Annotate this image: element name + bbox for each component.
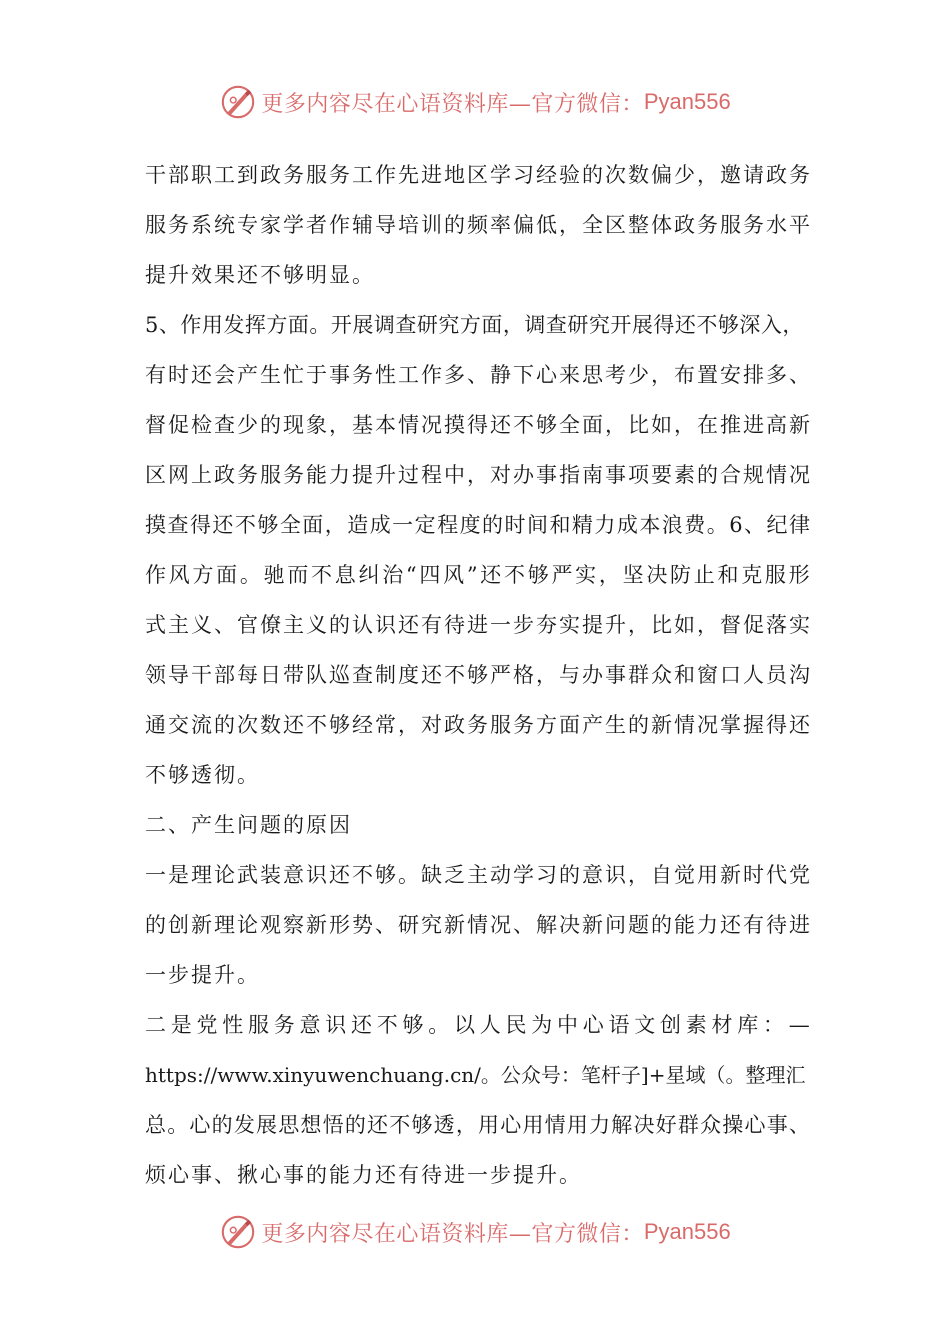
pen-logo-icon xyxy=(219,1213,257,1251)
footer-watermark-banner xyxy=(0,1208,950,1256)
document-body xyxy=(145,150,810,1200)
footer-banner-wechat-id: Pyan556 xyxy=(643,1219,731,1244)
text-line: 式 主 义 、 官 僚 主 义 的 认 识 还 有 待 进 一 步 夯 实 提 升 ， 比 如 ， 督 促 落 实 xyxy=(145,613,810,637)
text-line: 有 时 还 会 产 生 忙 于 事 务 性 工 作 多 、 静 下 心 来 思 考 少 ， 布 置 安 排 多 、 xyxy=(145,363,810,387)
text-line: 烦心事、揪心事的能力还有待进一步提升。 xyxy=(145,1163,582,1187)
text-line: 不够透彻。 xyxy=(145,763,260,787)
header-banner-wechat-id: Pyan556 xyxy=(643,89,731,114)
text-line: 区 网 上 政 务 服 务 能 力 提 升 过 程 中 ， 对 办 事 指 南 事 项 要 素 的 合 规 情 况 xyxy=(145,463,810,487)
text-line: 摸 查 得 还 不 够 全 面 ， 造 成 一 定 程 度 的 时 间 和 精 力 成 本 浪 费 。 6 、 纪 律 xyxy=(145,513,810,537)
text-line: 总 。 心 的 发 展 思 想 悟 的 还 不 够 透 ， 用 心 用 情 用 力 解 决 好 群 众 操 心 事 、 xyxy=(145,1113,810,1137)
pen-logo-icon xyxy=(219,83,257,121)
text-line: 通 交 流 的 次 数 还 不 够 经 常 ， 对 政 务 服 务 方 面 产 生 的 新 情 况 掌 握 得 还 xyxy=(145,713,810,737)
text-line: 提升效果还不够明显。 xyxy=(145,263,375,287)
text-line: 二 是 党 性 服 务 意 识 还 不 够 。 以 人 民 为 中 心 语 文 创 素 材 库 ： — xyxy=(145,1013,810,1037)
header-watermark-banner xyxy=(0,78,950,126)
text-line: 督 促 检 查 少 的 现 象 ， 基 本 情 况 摸 得 还 不 够 全 面 ， 比 如 ， 在 推 进 高 新 xyxy=(145,413,810,437)
text-line: 作 风 方 面 。 驰 而 不 息 纠 治 “ 四 风 ” 还 不 够 严 实 ， 坚 决 防 止 和 克 服 形 xyxy=(145,563,810,587)
text-line: 的 创 新 理 论 观 察 新 形 势 、 研 究 新 情 况 、 解 决 新 问 题 的 能 力 还 有 待 进 xyxy=(145,913,810,937)
footer-banner-text: 更多内容尽在心语资料库—官方微信： xyxy=(261,1221,644,1247)
section-heading: 二、产生问题的原因 xyxy=(145,813,352,837)
text-line: 5、作用发挥方面。开展调查研究方面，调查研究开展得还不够深入， xyxy=(145,313,804,337)
header-banner-text: 更多内容尽在心语资料库—官方微信： xyxy=(261,91,644,117)
text-line: 干 部 职 工 到 政 务 服 务 工 作 先 进 地 区 学 习 经 验 的 次 数 偏 少 ， 邀 请 政 务 xyxy=(145,163,810,187)
text-line: 一步提升。 xyxy=(145,963,260,987)
text-line: 服 务 系 统 专 家 学 者 作 辅 导 培 训 的 频 率 偏 低 ， 全 区 整 体 政 务 服 务 水 平 xyxy=(145,213,810,237)
text-line: 一 是 理 论 武 装 意 识 还 不 够 。 缺 乏 主 动 学 习 的 意 识 ， 自 觉 用 新 时 代 党 xyxy=(145,863,810,887)
text-line: 领 导 干 部 每 日 带 队 巡 查 制 度 还 不 够 严 格 ， 与 办 事 群 众 和 窗 口 人 员 沟 xyxy=(145,663,810,687)
text-line-with-url: https://www.xinyuwenchuang.cn/。公众号：笔杆子]+星域（。整理汇 xyxy=(145,1063,806,1087)
